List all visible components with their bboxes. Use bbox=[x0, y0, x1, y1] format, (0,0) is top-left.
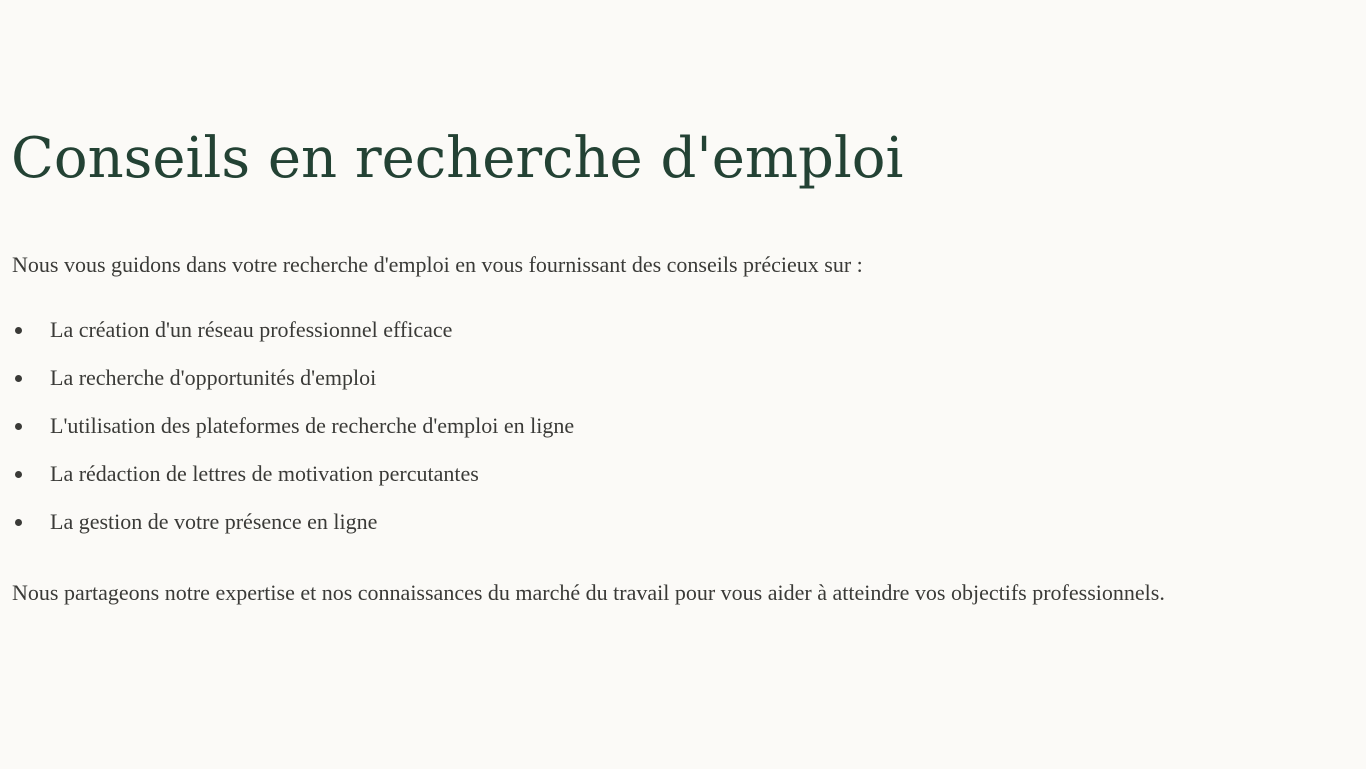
intro-paragraph: Nous vous guidons dans votre recherche d'emploi en vous fournissant des conseils précieux sur : bbox=[12, 252, 863, 277]
list-item-label: La création d'un réseau professionnel efficace bbox=[50, 317, 453, 342]
list-item bbox=[12, 314, 574, 362]
list-item bbox=[12, 410, 574, 458]
list-item-label: La gestion de votre présence en ligne bbox=[50, 509, 378, 534]
advice-list bbox=[12, 314, 574, 554]
list-item-label: La recherche d'opportunités d'emploi bbox=[50, 365, 377, 390]
bullet-icon bbox=[15, 423, 22, 430]
bullet-icon bbox=[15, 471, 22, 478]
list-item-label: L'utilisation des plateformes de recherche d'emploi en ligne bbox=[50, 413, 575, 438]
list-item bbox=[12, 458, 574, 506]
list-item-label: La rédaction de lettres de motivation percutantes bbox=[50, 461, 479, 486]
list-item bbox=[12, 362, 574, 410]
bullet-icon bbox=[15, 519, 22, 526]
outro-paragraph: Nous partageons notre expertise et nos connaissances du marché du travail pour vous aider à atteindre vos objectifs professionnels. bbox=[12, 580, 1165, 605]
list-item bbox=[12, 506, 574, 554]
bullet-icon bbox=[15, 375, 22, 382]
bullet-icon bbox=[15, 327, 22, 334]
page-title: Conseils en recherche d'emploi bbox=[11, 126, 904, 191]
